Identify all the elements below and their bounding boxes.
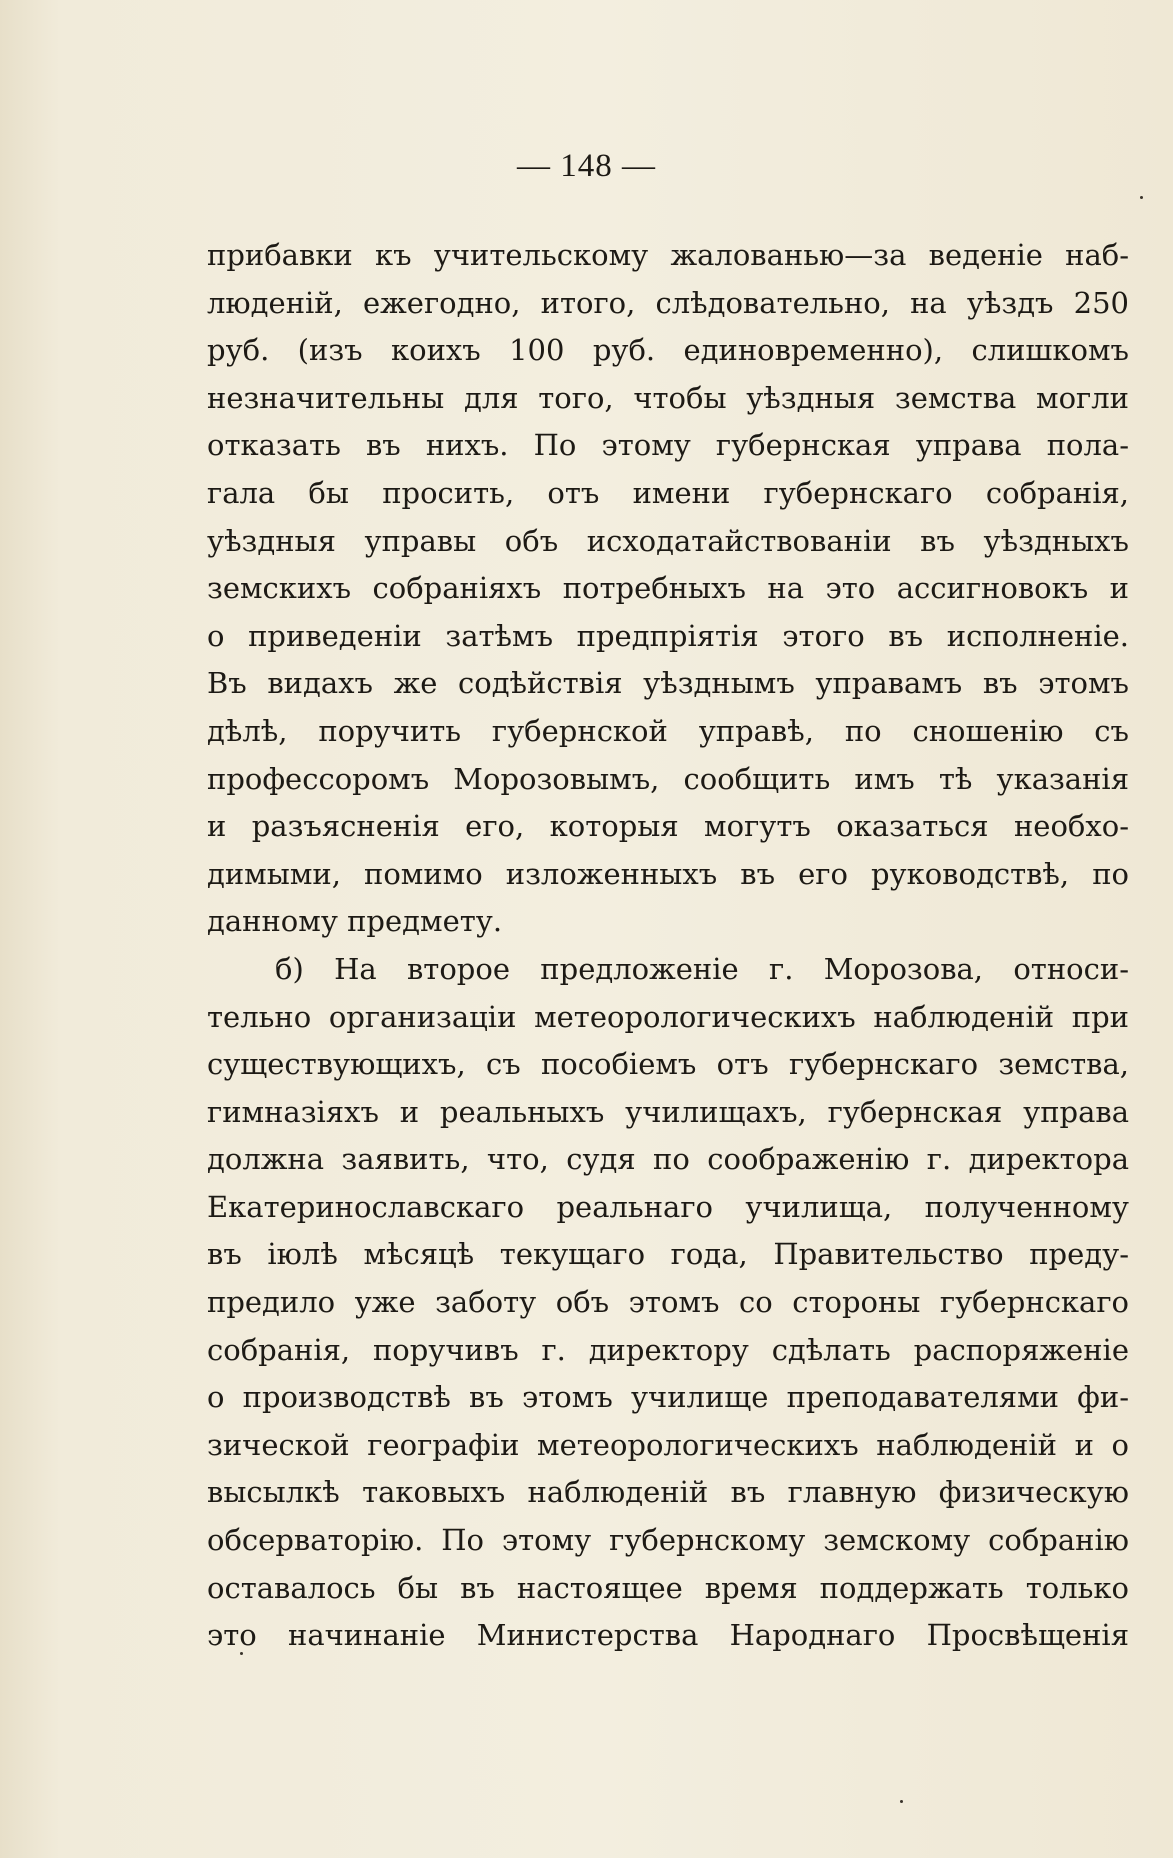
text-line: предило уже заботу объ этомъ со стороны губернскаго — [207, 1285, 1129, 1320]
text-line: димыми, помимо изложенныхъ въ его руководствѣ, по — [207, 856, 1129, 891]
text-line: зической географіи метеорологическихъ наблюденій и о — [207, 1427, 1129, 1462]
print-speck — [240, 1652, 243, 1655]
text-line: руб. (изъ коихъ 100 руб. единовременно), слишкомъ — [207, 333, 1129, 368]
text-line: о производствѣ въ этомъ училище преподавателями фи- — [207, 1380, 1129, 1415]
text-line: дѣлѣ, поручить губернской управѣ, по сношенію съ — [207, 713, 1129, 748]
text-line: гимназіяхъ и реальныхъ училищахъ, губернская управа — [207, 1094, 1129, 1129]
text-line: земскихъ собраніяхъ потребныхъ на это ассигновокъ и — [207, 571, 1129, 606]
text-line: данному предмету. — [207, 904, 503, 939]
paragraph-start-line: б) На второе предложеніе г. Морозова, относи- — [275, 951, 1129, 986]
text-line: обсерваторію. По этому губернскому земскому собранію — [207, 1523, 1129, 1558]
text-line: собранія, поручивъ г. директору сдѣлать распоряженіе — [207, 1332, 1129, 1367]
text-line: гала бы просить, отъ имени губернскаго собранія, — [207, 475, 1129, 510]
text-line: о приведеніи затѣмъ предпріятія этого въ исполненіе. — [207, 618, 1129, 653]
text-line: оставалось бы въ настоящее время поддержать только — [207, 1570, 1129, 1605]
text-line: прибавки къ учительскому жалованью—за веденіе наб- — [207, 238, 1129, 272]
text-line: высылкѣ таковыхъ наблюденій въ главную физическую — [207, 1475, 1129, 1510]
text-line: профессоромъ Морозовымъ, сообщить имъ тѣ указанія — [207, 761, 1129, 796]
text-line: Въ видахъ же содѣйствія уѣзднымъ управамъ въ этомъ — [207, 666, 1129, 701]
text-line: это начинаніе Министерства Народнаго Просвѣщенія — [207, 1618, 1129, 1653]
text-line: незначительны для того, чтобы уѣздныя земства могли — [207, 380, 1129, 415]
print-speck — [1140, 196, 1143, 199]
body-text — [207, 232, 1129, 1660]
text-line: должна заявить, что, судя по соображенію г. директора — [207, 1142, 1129, 1177]
text-line: существующихъ, съ пособіемъ отъ губернскаго земства, — [207, 1047, 1129, 1082]
text-line: тельно организаціи метеорологическихъ наблюденій при — [207, 999, 1129, 1034]
page-number: — 148 — — [517, 148, 656, 184]
text-line: въ іюлѣ мѣсяцѣ текущаго года, Правительство преду- — [207, 1237, 1129, 1272]
text-line: и разъясненія его, которыя могутъ оказаться необхо- — [207, 809, 1129, 844]
print-speck — [900, 1800, 903, 1803]
text-line: уѣздныя управы объ исходатайствованіи въ уѣздныхъ — [207, 523, 1129, 558]
text-line: люденій, ежегодно, итого, слѣдовательно, на уѣздъ 250 — [207, 285, 1129, 320]
text-line: отказать въ нихъ. По этому губернская управа пола- — [207, 428, 1129, 463]
text-line: Екатеринославскаго реальнаго училища, полученному — [207, 1189, 1129, 1224]
